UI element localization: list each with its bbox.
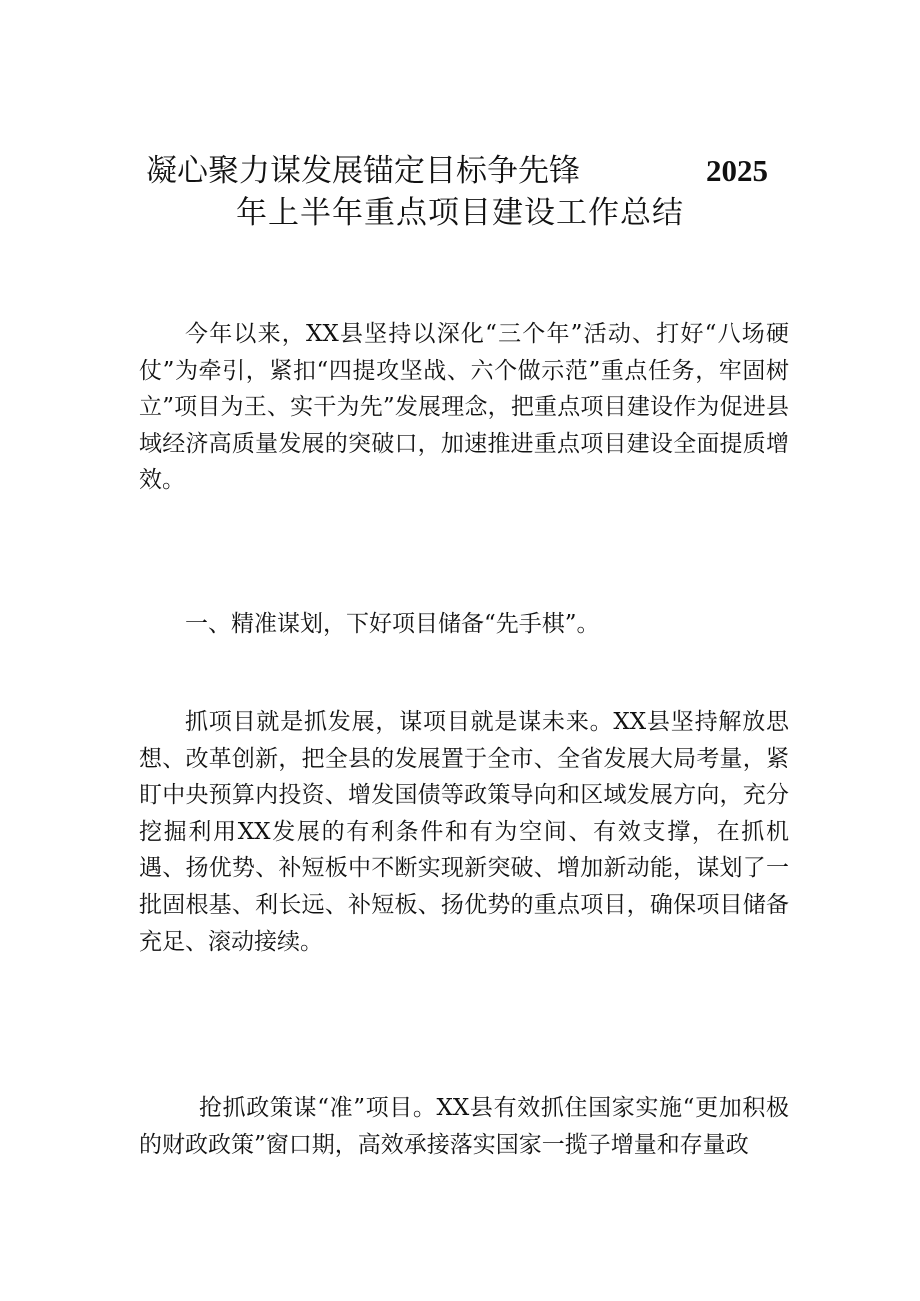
- body-paragraph-partial: 抢抓政策谋“准”项目。XX县有效抓住国家实施“更加积极的财政政策”窗口期，高效承接落实国家一揽子增量和存量政: [139, 1095, 789, 1158]
- title-line-2: 年上半年重点项目建设工作总结: [236, 195, 684, 231]
- title-year: 2025: [706, 153, 768, 188]
- title-line-1: 凝心聚力谋发展锚定目标争先锋: [146, 153, 580, 189]
- section-heading-1: 一、精准谋划，下好项目储备“先手棋”。: [185, 611, 600, 637]
- body-paragraph: 抓项目就是抓发展，谋项目就是谋未来。XX县坚持解放思想、改革创新，把全县的发展置于全市、全省发展大局考量，紧盯中央预算内投资、增发国债等政策导向和区域发展方向，充分挖掘利用XX发展的有利条件和有为空间、有效支撑，在抓机遇、扬优势、补短板中不断实现新突破、增加新动能，谋划了一批固根基、利长远、补短板、扬优势的重点项目，确保项目储备充足、滚动接续。: [139, 709, 789, 955]
- intro-paragraph: 今年以来，XX县坚持以深化“三个年”活动、打好“八场硬仗”为牵引，紧扣“四提攻坚战、六个做示范”重点任务，牢固树立”项目为王、实干为先”发展理念，把重点项目建设作为促进县域经济高质量发展的突破口，加速推进重点项目建设全面提质增效。: [139, 321, 789, 494]
